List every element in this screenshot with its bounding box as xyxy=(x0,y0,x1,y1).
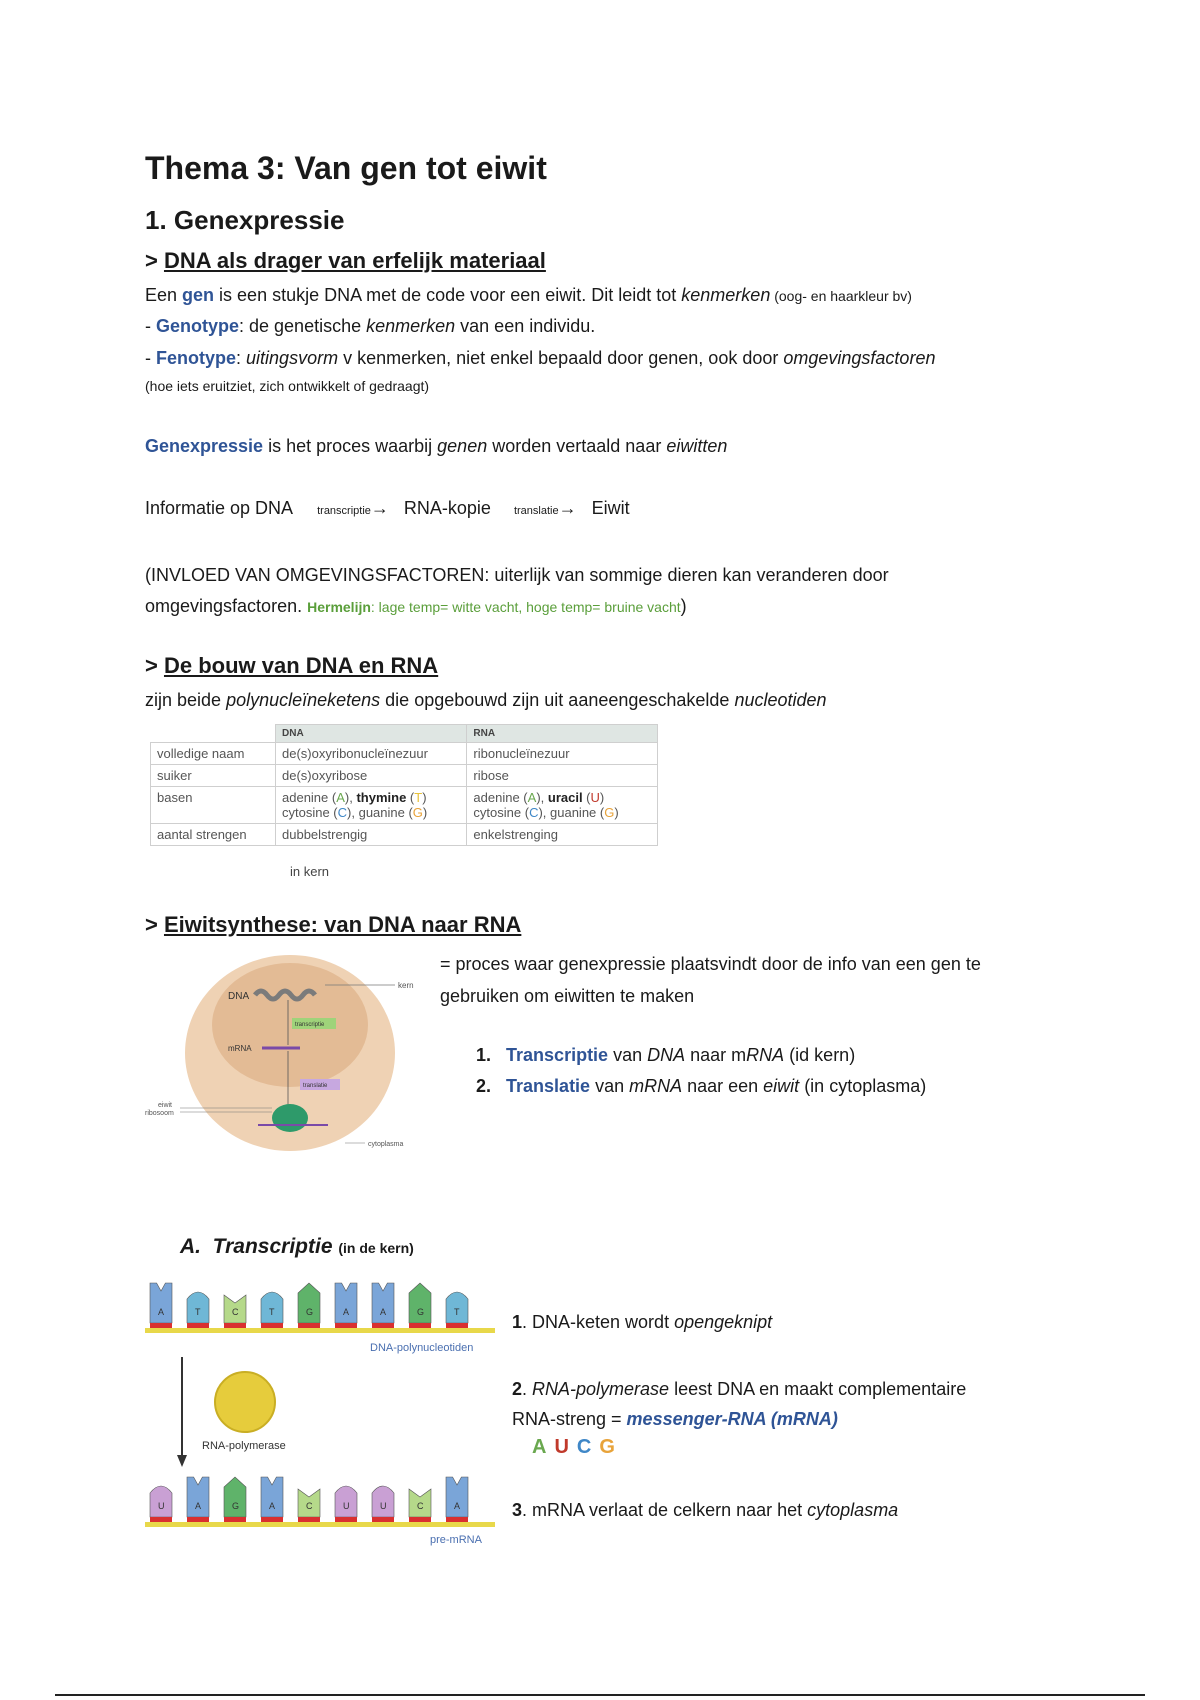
dna-strand-row xyxy=(150,1283,468,1329)
dna-base-label: G xyxy=(306,1307,314,1317)
subheading-eiwitsynthese: > Eiwitsynthese: van DNA naar RNA xyxy=(145,912,522,937)
dna-base-label: G xyxy=(417,1307,425,1317)
table-row: volledige naam de(s)oxyribonucleïnezuur ribonucleïnezuur xyxy=(151,743,658,765)
base-u: U xyxy=(554,1436,569,1458)
table-row: basen adenine (A), thymine (T) cytosine (C), guanine (G) adenine (A), uracil (U) cytosine (C), guanine (G) xyxy=(151,787,658,824)
mrna-nucleotide xyxy=(261,1477,283,1517)
cytoplasma-label: cytoplasma xyxy=(368,1141,404,1148)
mrna-nucleotide xyxy=(187,1477,209,1517)
mrna-base-label: A xyxy=(269,1501,276,1511)
ribosome xyxy=(272,1104,308,1132)
list-item: 1. Transcriptie van DNA naar mRNA (id kern) xyxy=(476,1045,856,1065)
invloed-omgevingsfactoren: (INVLOED VAN OMGEVINGSFACTOREN: uiterlijk van sommige dieren kan veranderen door omgevingsfactoren. Hermelijn: lage temp= witte vacht, hoge temp= bruine vacht) xyxy=(145,565,889,616)
dna-rna-table xyxy=(150,724,658,846)
dna-base-label: C xyxy=(232,1307,239,1317)
table-header-row: DNA RNA xyxy=(151,725,658,743)
table-row: aantal strengen dubbelstrengig enkelstrenging xyxy=(151,824,658,846)
genexpressie-definition: Genexpressie is het proces waarbij genen worden vertaald naar eiwitten xyxy=(145,436,728,456)
dna-nucleotide xyxy=(372,1283,394,1323)
mrna-base-label: A xyxy=(454,1501,461,1511)
dna-label: DNA xyxy=(228,991,250,1002)
gen-definition: Een gen is een stukje DNA met de code voor een eiwit. Dit leidt tot kenmerken (oog- en haarkleur bv) xyxy=(145,285,912,305)
cell-diagram xyxy=(140,945,440,1155)
transcription-step-1: 1. DNA-keten wordt opengeknipt xyxy=(512,1312,773,1332)
dna-nucleotide xyxy=(298,1283,320,1323)
transcription-step-3: 3. mRNA verlaat de celkern naar het cytoplasma xyxy=(512,1500,899,1520)
transcription-diagram xyxy=(140,1275,500,1550)
mrna-base-label: A xyxy=(195,1501,202,1511)
fenotype-note: (hoe iets eruitziet, zich ontwikkelt of gedraagt) xyxy=(145,378,430,394)
dna-base-label: A xyxy=(380,1307,387,1317)
bouw-text: zijn beide polynucleïneketens die opgebouwd zijn uit aaneengeschakelde nucleotiden xyxy=(145,690,827,710)
table-note: in kern xyxy=(290,864,330,879)
ribosoom-label: ribosoom xyxy=(145,1110,174,1117)
page-title: Thema 3: Van gen tot eiwit xyxy=(145,150,547,186)
dna-nucleotide xyxy=(150,1283,172,1323)
base-g: G xyxy=(599,1436,615,1458)
mrna-base-label: C xyxy=(306,1501,313,1511)
subheading-transcriptie: A. Transcriptie (in de kern) xyxy=(180,1235,414,1258)
translatie-label: translatie xyxy=(303,1083,328,1089)
rna-polymerase-ball xyxy=(215,1372,275,1432)
list-item: 2. Translatie van mRNA naar een eiwit (in cytoplasma) xyxy=(476,1076,927,1096)
arrow-down-icon xyxy=(177,1455,187,1467)
table-row: suiker de(s)oxyribose ribose xyxy=(151,765,658,787)
rna-bases-legend xyxy=(532,1436,623,1459)
kern-label: kern xyxy=(398,981,414,990)
mrna-label: mRNA xyxy=(228,1044,252,1053)
rna-polymerase-label: RNA-polymerase xyxy=(202,1440,286,1452)
cell-nucleus xyxy=(212,963,368,1087)
mrna-base-label: U xyxy=(343,1501,350,1511)
mrna-nucleotide xyxy=(446,1477,468,1517)
dna-base-label: T xyxy=(454,1307,460,1317)
eiwit-label: eiwit xyxy=(158,1102,173,1109)
fenotype-line: - Fenotype: uitingsvorm v kenmerken, niet enkel bepaald door genen, ook door omgevingsfactoren xyxy=(145,348,936,368)
base-a: A xyxy=(532,1436,547,1458)
expression-flow: Informatie op DNA transcriptie→ RNA-kopie translatie→ Eiwit xyxy=(145,498,630,518)
dna-base-label: T xyxy=(269,1307,275,1317)
dna-base-label: T xyxy=(195,1307,201,1317)
arrow-icon: → xyxy=(370,498,389,518)
mrna-nucleotide xyxy=(224,1477,246,1517)
dna-nucleotide xyxy=(335,1283,357,1323)
dna-polynucleotiden-label: DNA-polynucleotiden xyxy=(370,1342,474,1354)
synthese-steps xyxy=(476,1040,926,1102)
dna-base-label: A xyxy=(343,1307,350,1317)
footer-rule xyxy=(55,1694,1145,1696)
transcriptie-label: transcriptie xyxy=(295,1022,325,1028)
mrna-base-label: C xyxy=(417,1501,424,1511)
dna-nucleotide xyxy=(409,1283,431,1323)
genotype-line: - Genotype: de genetische kenmerken van een individu. xyxy=(145,316,596,336)
subheading-bouw: > De bouw van DNA en RNA xyxy=(145,653,439,678)
arrow-icon: → xyxy=(558,498,577,518)
transcription-step-2: 2. RNA-polymerase leest DNA en maakt complementaire RNA-streng = messenger-RNA (mRNA) xyxy=(512,1379,967,1429)
eiwitsynthese-definition: = proces waar genexpressie plaatsvindt door de info van een gen te gebruiken om eiwitten te maken xyxy=(440,954,981,1006)
pre-mrna-label: pre-mRNA xyxy=(430,1534,482,1546)
dna-backbone xyxy=(145,1328,495,1333)
section-heading-genexpressie: 1. Genexpressie xyxy=(145,205,345,235)
base-c: C xyxy=(576,1436,592,1458)
mrna-base-label: G xyxy=(232,1501,240,1511)
subheading-dna-drager: > DNA als drager van erfelijk materiaal xyxy=(145,248,546,273)
dna-base-label: A xyxy=(158,1307,165,1317)
mrna-base-label: U xyxy=(380,1501,387,1511)
mrna-base-label: U xyxy=(158,1501,165,1511)
mrna-strand-row xyxy=(150,1477,468,1523)
mrna-backbone xyxy=(145,1522,495,1527)
